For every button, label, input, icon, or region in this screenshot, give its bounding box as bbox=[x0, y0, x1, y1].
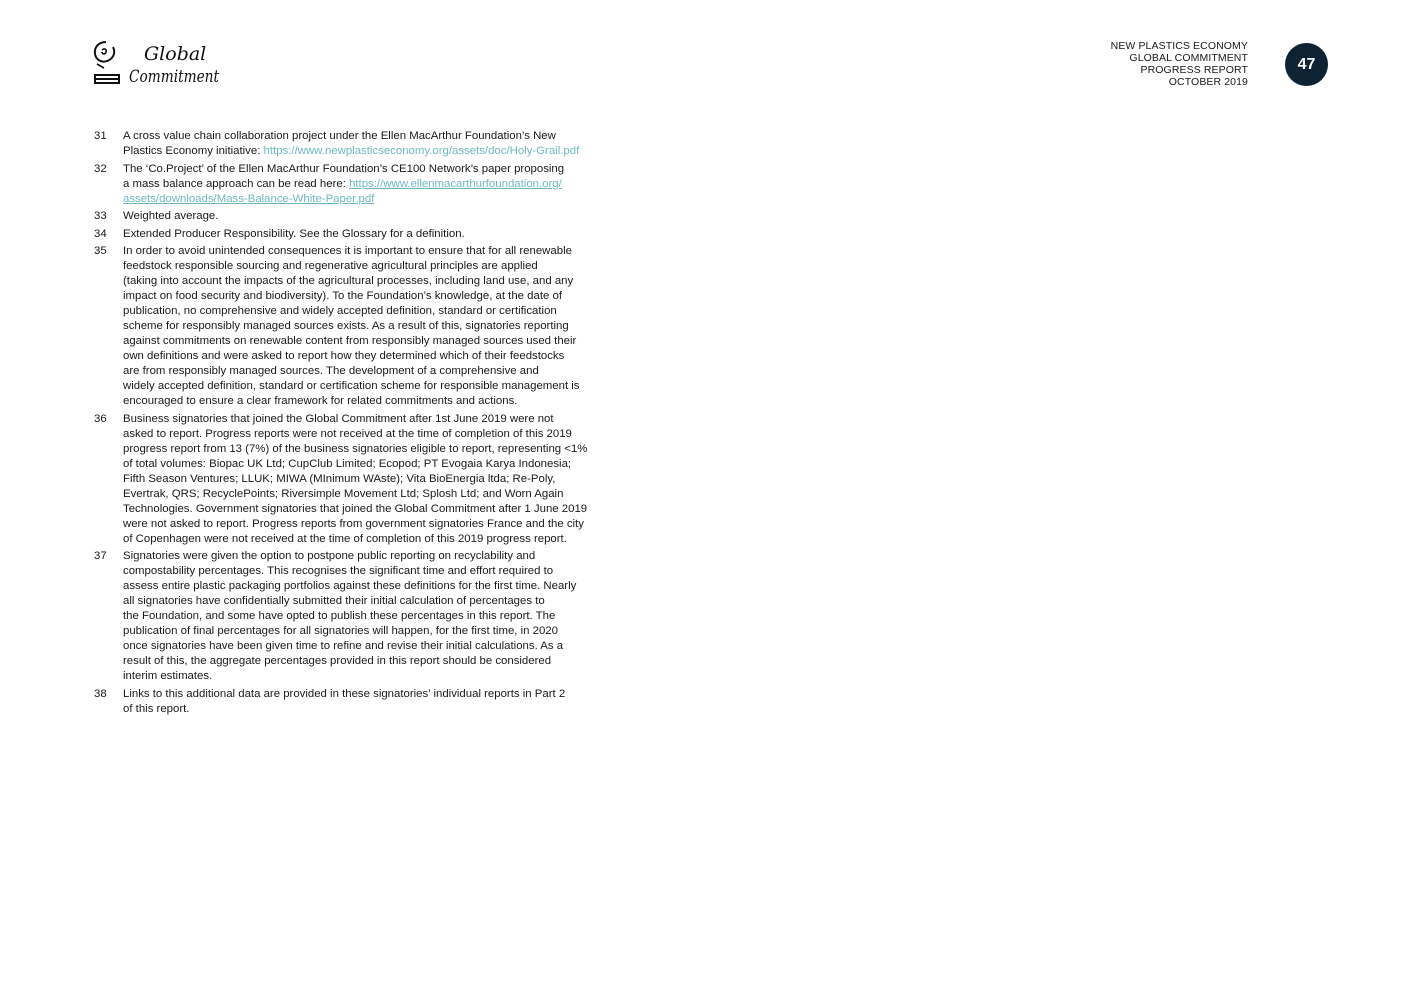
endnote-number: 38 bbox=[94, 687, 107, 700]
endnote-text bbox=[123, 129, 674, 159]
endnote bbox=[94, 162, 674, 207]
holy-grail-link[interactable]: https://www.newplasticseconomy.org/assets/doc/Holy-Grail.pdf bbox=[263, 145, 580, 157]
report-line: OCTOBER 2019 bbox=[1168, 76, 1248, 88]
report-line: NEW PLASTICS ECONOMY bbox=[1110, 40, 1248, 52]
page-number-badge: 47 bbox=[1285, 43, 1328, 86]
endnote-number: 36 bbox=[94, 412, 107, 425]
endnotes-list bbox=[94, 129, 674, 719]
endnote-number: 34 bbox=[94, 227, 107, 240]
mass-balance-link[interactable]: https://www.ellenmacarthurfoundation.org/ assets/downloads/Mass-Balance-White-Paper.pdf bbox=[123, 177, 562, 205]
endnote bbox=[94, 412, 674, 547]
endnote-text: In order to avoid unintended consequences it is important to ensure that for all renewable feedstock responsible sourcing and regenerative agricultural principles are applied (taking into account the impacts of the agricultural processes, including land use, and any impact on food security and biodiversity). To the Foundation’s knowledge, at the date of publication, no comprehensive and widely accepted definition, standard or certification scheme for responsibly managed sources exists. As a result of this, signatories reporting against commitments on renewable content from responsibly managed sources used their own definitions and were asked to report how they determined which of their feedstocks are from responsibly managed sources. The development of a comprehensive and widely accepted definition, standard or certification scheme for responsible management is encouraged to ensure a clear framework for related commitments and actions. bbox=[123, 245, 580, 407]
endnote-text: Signatories were given the option to postpone public reporting on recyclability and compostability percentages. This recognises the significant time and effort required to assess entire plastic packaging portfolios against these definitions for the first time. Nearly all signatories have confidentially submitted their initial calculation of percentages to the Foundation, and some have opted to publish these percentages in this report. The publication of final percentages for all signatories will happen, for the first time, in 2020 once signatories have been given time to refine and revise their initial calculations. As a result of this, the aggregate percentages provided in this report should be considered interim estimates. bbox=[123, 550, 577, 682]
endnote bbox=[94, 227, 674, 242]
endnote-text bbox=[123, 162, 674, 207]
logo-mark-icon bbox=[92, 38, 222, 88]
report-line: GLOBAL COMMITMENT bbox=[1129, 52, 1248, 64]
report-title-block bbox=[1111, 40, 1248, 88]
endnote-text: Extended Producer Responsibility. See the Glossary for a definition. bbox=[123, 227, 465, 240]
endnote-number: 31 bbox=[94, 130, 107, 142]
endnote-number: 32 bbox=[94, 162, 107, 175]
endnote-text: Weighted average. bbox=[123, 210, 219, 222]
report-line: PROGRESS REPORT bbox=[1140, 64, 1248, 76]
endnote bbox=[94, 129, 674, 159]
endnote-number: 35 bbox=[94, 245, 107, 257]
endnote bbox=[94, 687, 674, 717]
endnote-body: A cross value chain collaboration project under the Ellen MacArthur Foundation’s New Plastics Economy initiative: bbox=[123, 130, 556, 157]
endnote-number: 33 bbox=[94, 210, 107, 222]
endnote-text: Business signatories that joined the Global Commitment after 1st June 2019 were not asked to report. Progress reports were not received at the time of completion of this 2019 progress report from 13 (7%) of the business signatories eligible to report, representing <1% of total volumes: Biopac UK Ltd; CupClub Limited; Ecopod; PT Evogaia Karya Indonesia; Fifth Season Ventures; LLUK; MIWA (MInimum WAste); Vita BioEnergia ltda; Re-Poly, Evertrak, QRS; RecyclePoints; Riversimple Movement Ltd; Splosh Ltd; and Worn Again Technologies. Government signatories that joined the Global Commitment after 1 June 2019 were not asked to report. Progress reports from government signatories France and the city of Copenhagen were not received at the time of completion of this 2019 progress report. bbox=[123, 412, 588, 545]
global-commitment-logo bbox=[92, 38, 222, 88]
endnote bbox=[94, 209, 674, 224]
endnote bbox=[94, 244, 674, 409]
endnote bbox=[94, 549, 674, 684]
logo-text-line1: Global bbox=[144, 43, 207, 65]
endnote-body: The ‘Co.Project’ of the Ellen MacArthur Foundation’s CE100 Network’s paper proposing a mass balance approach can be read here: bbox=[123, 162, 565, 190]
endnote-text: Links to this additional data are provided in these signatories’ individual reports in Part 2 of this report. bbox=[123, 687, 566, 715]
endnote-number: 37 bbox=[94, 550, 107, 562]
logo-text-line2: Commitment bbox=[129, 67, 220, 87]
